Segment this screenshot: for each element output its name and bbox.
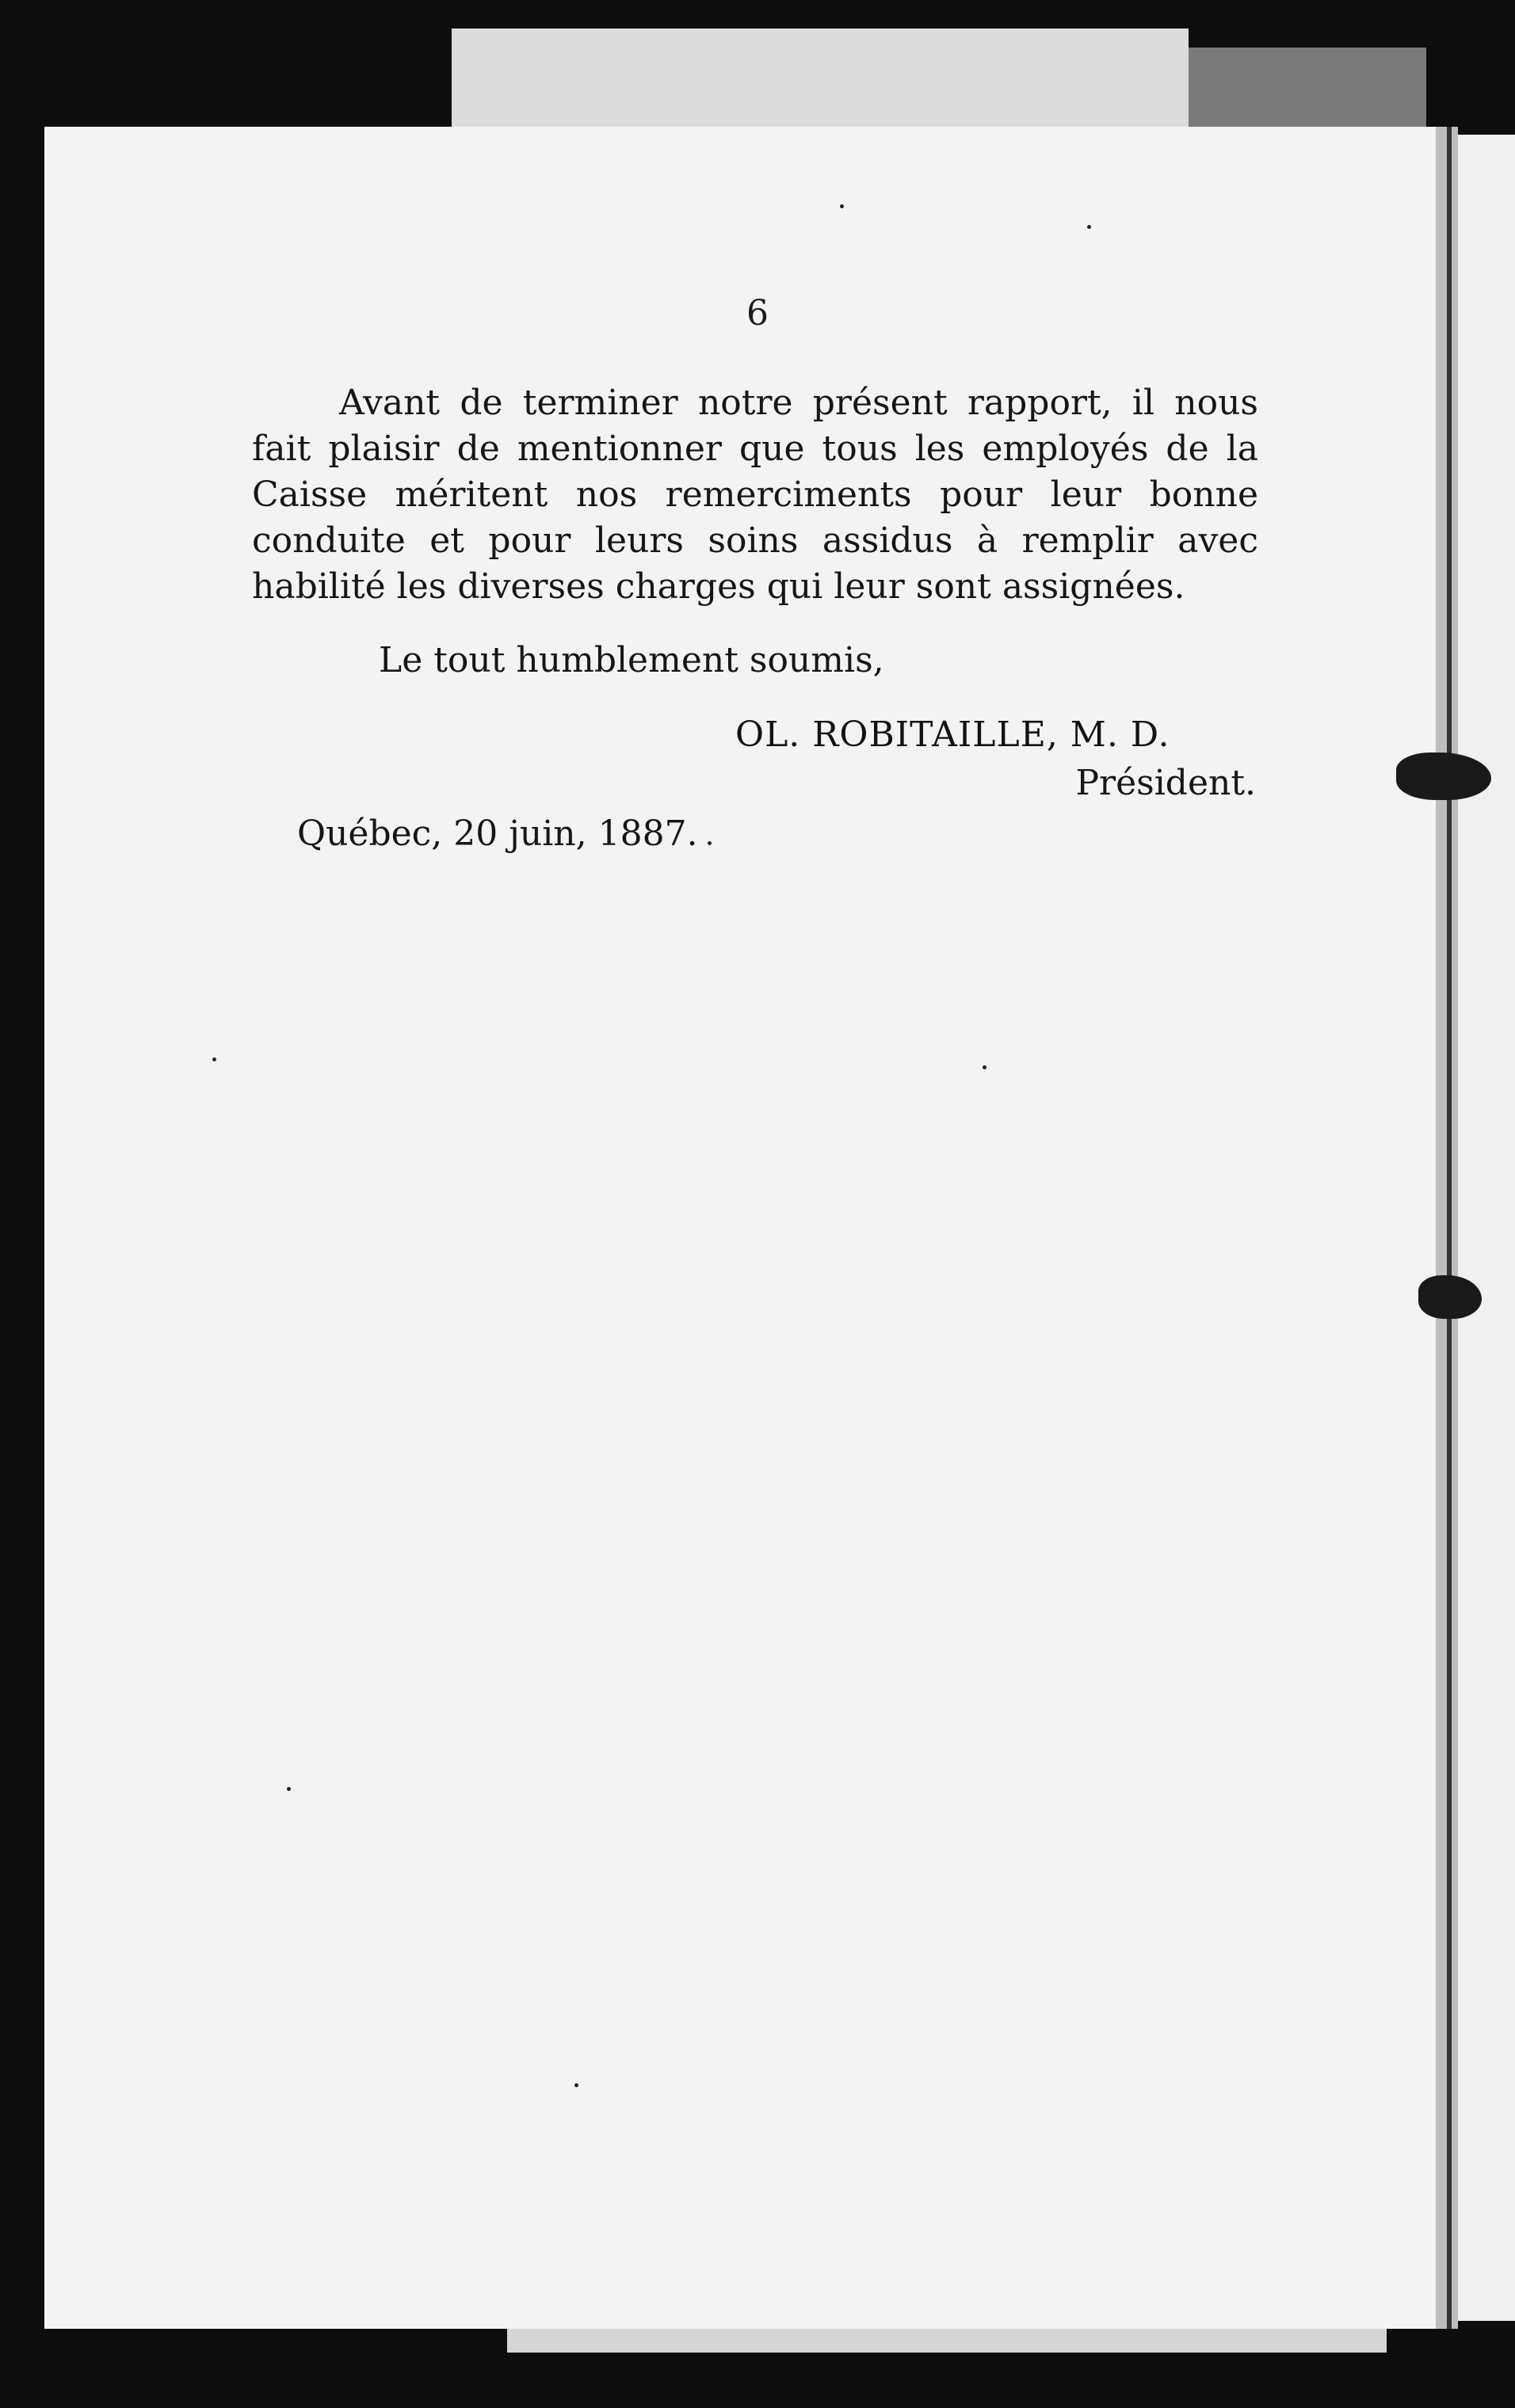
- next-leaf-edge: [1458, 135, 1515, 2321]
- film-speck: [840, 204, 844, 208]
- film-speck: [983, 1065, 986, 1069]
- signatory-title: Président.: [1075, 763, 1256, 803]
- film-speck: [574, 2083, 578, 2087]
- signature-name: OL. ROBITAILLE, M. D.: [735, 714, 1170, 755]
- film-speck: [287, 1787, 291, 1791]
- film-speck: [708, 841, 712, 845]
- adjacent-sheet-top-strip: [452, 29, 1189, 131]
- closing-line: Le tout humblement soumis,: [379, 640, 884, 680]
- body-paragraph: Avant de terminer notre présent rapport, il nous fait plaisir de mentionner que tous les employés de la Caisse méritent nos remerciments pour leur bonne conduite et pour leurs soins assidus à remplir avec habilité les diverses charges qui leur sont assignées.: [252, 383, 1258, 607]
- binding-line: [1447, 127, 1452, 2329]
- film-speck: [1087, 225, 1091, 229]
- page-number: 6: [746, 293, 769, 333]
- binding-tape-top: [1189, 48, 1426, 135]
- film-speck: [212, 1057, 216, 1061]
- place-and-date: Québec, 20 juin, 1887.: [297, 813, 698, 854]
